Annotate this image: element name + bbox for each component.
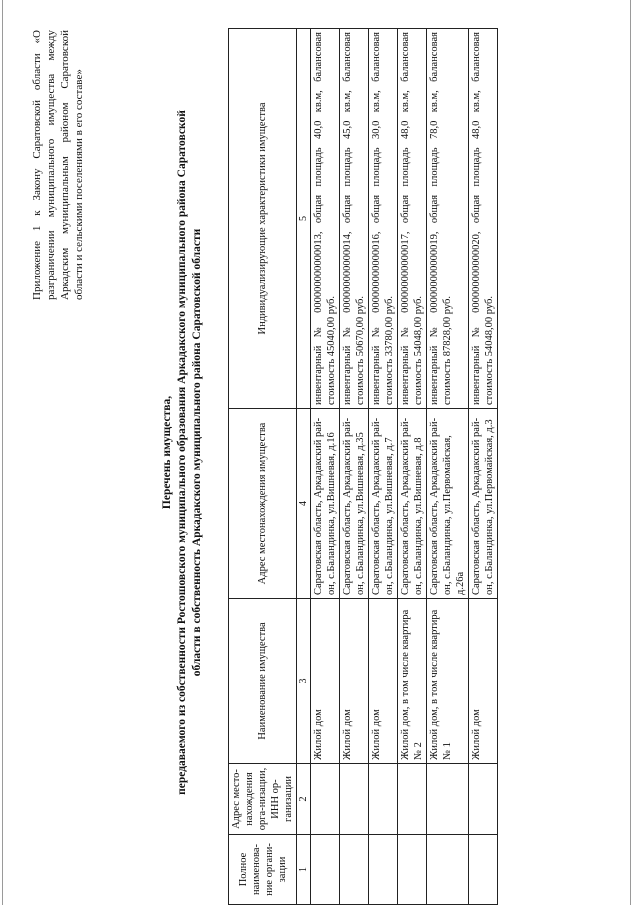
cell-property-address: Саратовская область, Аркадакский рай-он, с.Баландинка, ул.Вишневая, д.8: [398, 409, 427, 599]
cell-org-address: [369, 764, 398, 835]
cell-property-address: Саратовская область, Аркадакский рай-он, с.Баландинка, ул.Вишневая, д.16: [311, 409, 340, 599]
cell-org-address: [311, 764, 340, 835]
title-line-3: области в собственность Аркадакского муниципального района Саратовской области: [191, 228, 203, 677]
cell-org-name: [398, 835, 427, 905]
header-property-address: Адрес местонахождения имущества: [229, 409, 297, 599]
table-row: [427, 29, 469, 905]
cell-property-characteristics: инвентарный № 000000000000019, общая площадь 78,0 кв.м, балансовая стоимость 87828,00 руб.: [427, 29, 469, 409]
cell-property-characteristics: инвентарный № 000000000000017, общая площадь 48,0 кв.м, балансовая стоимость 54048,00 руб.: [398, 29, 427, 409]
table-row: [398, 29, 427, 905]
header-org-address: Адрес место-нахождения орга-низации, ИНН ор-ганизации: [229, 764, 297, 835]
column-number: 1: [297, 835, 311, 905]
property-table: [228, 28, 498, 905]
header-property-name: Наименование имущества: [229, 599, 297, 764]
document-title: [160, 0, 205, 905]
column-number: 4: [297, 409, 311, 599]
cell-property-characteristics: инвентарный № 000000000000014, общая площадь 45,0 кв.м, балансовая стоимость 50670,00 руб.: [340, 29, 369, 409]
cell-org-name: [311, 835, 340, 905]
column-number: 2: [297, 764, 311, 835]
header-org-name: Полное наименова-ние органи-зации: [229, 835, 297, 905]
cell-org-name: [427, 835, 469, 905]
cell-property-name: Жилой дом: [469, 599, 498, 764]
scan-edge-line: [630, 0, 631, 905]
cell-property-address: Саратовская область, Аркадакский рай-он, с.Баландинка, ул.Первомайская, д.26а: [427, 409, 469, 599]
cell-property-name: Жилой дом, в том числе квартира № 2: [398, 599, 427, 764]
header-property-characteristics: Индивидуализирующие характеристики имущества: [229, 29, 297, 409]
cell-property-name: Жилой дом, в том числе квартира № 1: [427, 599, 469, 764]
cell-org-name: [369, 835, 398, 905]
cell-org-address: [469, 764, 498, 835]
column-number: 3: [297, 599, 311, 764]
cell-org-name: [469, 835, 498, 905]
cell-property-address: Саратовская область, Аркадакский рай-он, с.Баландинка, ул.Вишневая, д.7: [369, 409, 398, 599]
table-header-row: [229, 29, 297, 905]
table-row: [340, 29, 369, 905]
cell-property-characteristics: инвентарный № 000000000000013, общая площадь 40,0 кв.м, балансовая стоимость 45040,00 руб.: [311, 29, 340, 409]
cell-property-name: Жилой дом: [369, 599, 398, 764]
cell-org-name: [340, 835, 369, 905]
table-row: [469, 29, 498, 905]
cell-org-address: [427, 764, 469, 835]
table-row: [369, 29, 398, 905]
title-line-2: передаваемого из собственности Ростошовского муниципального образования Аркадакского муниципального района Саратовской: [176, 110, 188, 795]
cell-property-address: Саратовская область, Аркадакский рай-он, с.Баландинка, ул.Вишневая, д.35: [340, 409, 369, 599]
table-row: [311, 29, 340, 905]
cell-property-characteristics: инвентарный № 000000000000020, общая площадь 48,0 кв.м, балансовая стоимость 54048,00 руб.: [469, 29, 498, 409]
title-line-1: Перечень имущества,: [161, 395, 173, 510]
cell-property-name: Жилой дом: [311, 599, 340, 764]
cell-property-address: Саратовская область, Аркадакский рай-он, с.Баландинка, ул.Первомайская, д.3: [469, 409, 498, 599]
column-number: 5: [297, 29, 311, 409]
scan-edge-line: [2, 0, 3, 905]
appendix-note: Приложение 1 к Закону Саратовской области «О разграничении муниципального имущества между Аркадским муниципальным районом Саратовской области и сельскими поселениями в его составе»: [31, 30, 85, 300]
cell-property-name: Жилой дом: [340, 599, 369, 764]
cell-property-characteristics: инвентарный № 000000000000016, общая площадь 30,0 кв.м, балансовая стоимость 33780,00 руб.: [369, 29, 398, 409]
cell-org-address: [340, 764, 369, 835]
table-number-row: [297, 29, 311, 905]
cell-org-address: [398, 764, 427, 835]
